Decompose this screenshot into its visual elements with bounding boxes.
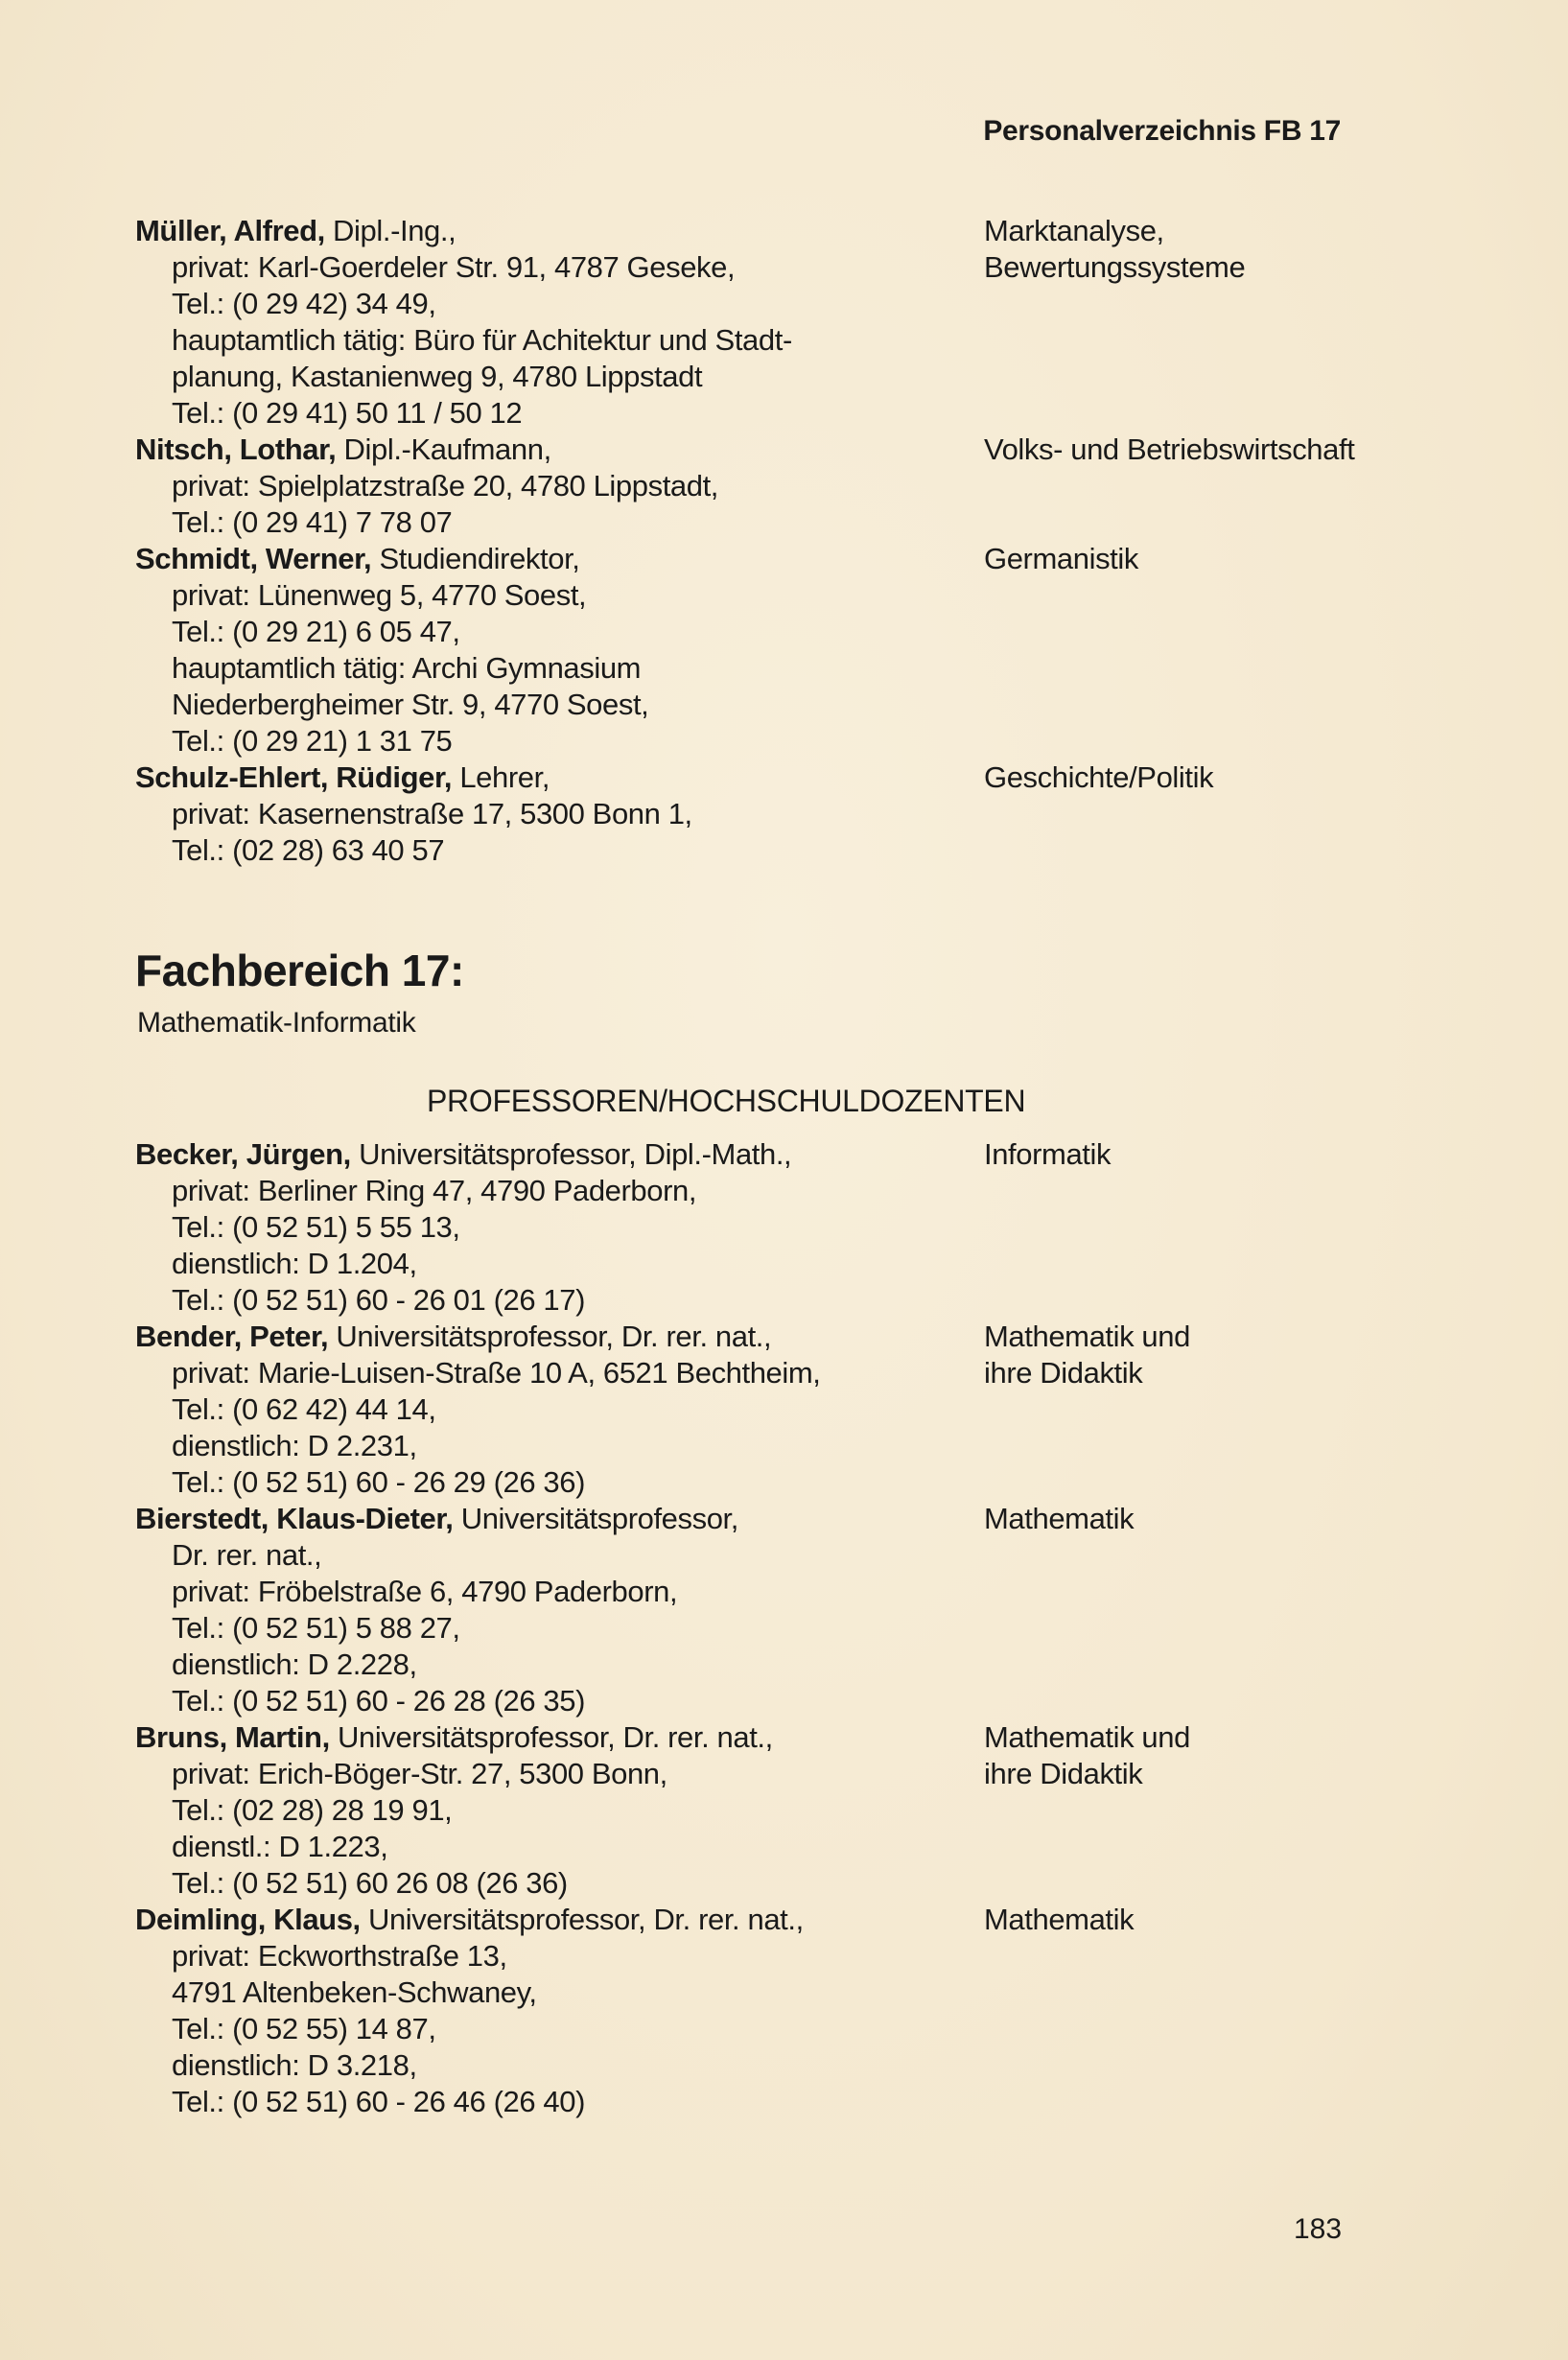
entry-heading-line [135,1902,1459,1938]
directory-entry [135,432,1459,541]
entry-detail-line: Tel.: (0 52 51) 60 - 26 01 (26 17) [172,1283,585,1317]
person-name: Bender, Peter, [135,1320,329,1353]
entry-detail-line: privat: Berliner Ring 47, 4790 Paderborn, [172,1174,697,1207]
person-title: Dipl.-Ing., [324,214,456,247]
person-title: Lehrer, [452,760,550,794]
subject-line: Volks- und Betriebswirtschaft [984,432,1355,466]
directory-entry [135,1136,1459,1319]
running-head: Personalverzeichnis FB 17 [983,115,1341,147]
top-entries-list [135,213,1459,869]
page-number: 183 [1294,2213,1343,2245]
entry-detail-line: 4791 Altenbeken-Schwaney, [172,1975,537,2009]
person-title: Studiendirektor, [371,542,580,575]
entry-detail-line: Tel.: (0 52 51) 60 - 26 46 (26 40) [172,2085,585,2118]
entry-detail-line: dienstlich: D 2.228, [172,1647,417,1681]
entry-detail-line: dienstlich: D 1.204, [172,1247,417,1280]
entry-detail-line: Tel.: (0 29 42) 34 49, [172,287,436,320]
directory-entry [135,541,1459,759]
entry-detail-line: privat: Marie-Luisen-Straße 10 A, 6521 Bechtheim, [172,1356,821,1390]
person-name: Bierstedt, Klaus-Dieter, [135,1502,454,1535]
entry-detail-line: Tel.: (0 52 51) 60 - 26 29 (26 36) [172,1465,585,1499]
subject-line: Germanistik [984,542,1138,575]
person-name: Becker, Jürgen, [135,1137,351,1171]
person-title: Universitätsprofessor, Dr. rer. nat., [360,1903,804,1936]
entry-heading-line [135,1719,1459,1756]
entry-detail-line: Niederbergheimer Str. 9, 4770 Soest, [172,688,649,721]
subject-line: Bewertungssysteme [984,250,1246,284]
subject-area [984,1501,1134,1537]
subject-area [984,759,1213,796]
entry-detail-line: privat: Eckworthstraße 13, [172,1939,507,1973]
entry-detail-line: Tel.: (0 62 42) 44 14, [172,1392,436,1426]
entry-heading-line [135,541,1459,577]
person-name: Schmidt, Werner, [135,542,372,575]
subject-area [984,1319,1190,1391]
subject-line: Informatik [984,1137,1112,1171]
entry-detail-line: Tel.: (0 52 51) 5 88 27, [172,1611,460,1645]
person-title: Universitätsprofessor, Dipl.-Math., [350,1137,792,1171]
subject-line: Mathematik [984,1502,1135,1535]
person-title: Universitätsprofessor, [453,1502,738,1535]
person-title: Universitätsprofessor, Dr. rer. nat., [328,1320,772,1353]
entry-heading-line [135,1501,1459,1537]
subject-area [984,1136,1111,1173]
entry-detail-line: Tel.: (0 29 21) 1 31 75 [172,724,453,758]
entry-detail-line: Tel.: (0 52 55) 14 87, [172,2012,436,2045]
entry-detail-line: privat: Kasernenstraße 17, 5300 Bonn 1, [172,797,692,830]
entry-detail-line: privat: Lünenweg 5, 4770 Soest, [172,578,587,612]
subject-area [984,1902,1134,1938]
fachbereich-title: Fachbereich 17: [135,946,464,995]
subject-line: Mathematik und [984,1320,1190,1353]
person-name: Müller, Alfred, [135,214,325,247]
subject-area [984,213,1245,286]
entry-heading-line [135,1136,1459,1173]
directory-entry [135,1902,1459,2120]
entry-detail-line: Tel.: (0 29 21) 6 05 47, [172,615,460,648]
directory-entry [135,759,1459,869]
entry-detail-line: Tel.: (0 52 51) 60 - 26 28 (26 35) [172,1684,585,1717]
fachbereich-subtitle: Mathematik-Informatik [137,1007,416,1039]
directory-entry [135,1319,1459,1501]
entry-detail-line: Tel.: (0 29 41) 50 11 / 50 12 [172,396,523,430]
entry-detail-line: planung, Kastanienweg 9, 4780 Lippstadt [172,360,703,393]
subject-line: ihre Didaktik [984,1356,1143,1390]
entry-detail-line: privat: Karl-Goerdeler Str. 91, 4787 Geseke, [172,250,736,284]
subject-line: ihre Didaktik [984,1757,1143,1790]
entry-detail-line: privat: Fröbelstraße 6, 4790 Paderborn, [172,1575,678,1608]
person-title: Dipl.-Kaufmann, [336,432,551,466]
person-name: Schulz-Ehlert, Rüdiger, [135,760,453,794]
entry-detail-line: dienstlich: D 3.218, [172,2048,417,2082]
entry-heading-line [135,759,1459,796]
entry-detail-line: Dr. rer. nat., [172,1538,322,1572]
person-name: Deimling, Klaus, [135,1903,361,1936]
entry-heading-line [135,1319,1459,1355]
entry-detail-line: Tel.: (02 28) 63 40 57 [172,833,445,867]
entry-heading-line [135,213,1459,249]
subject-line: Marktanalyse, [984,214,1164,247]
directory-entry [135,213,1459,432]
entry-detail-line: Tel.: (0 52 51) 60 26 08 (26 36) [172,1866,568,1900]
entry-detail-line: hauptamtlich tätig: Büro für Achitektur und Stadt- [172,323,792,357]
person-name: Nitsch, Lothar, [135,432,337,466]
entry-detail-line: hauptamtlich tätig: Archi Gymnasium [172,651,642,685]
entry-detail-line: Tel.: (0 29 41) 7 78 07 [172,505,453,539]
professors-list [135,1136,1459,2120]
section-heading: PROFESSOREN/HOCHSCHULDOZENTEN [427,1084,1026,1118]
subject-line: Mathematik [984,1903,1135,1936]
entry-detail-line: Tel.: (02 28) 28 19 91, [172,1793,453,1827]
entry-detail-line: privat: Spielplatzstraße 20, 4780 Lippstadt, [172,469,719,502]
entry-detail-line: privat: Erich-Böger-Str. 27, 5300 Bonn, [172,1757,667,1790]
subject-line: Mathematik und [984,1720,1190,1754]
entry-detail-line: dienstl.: D 1.223, [172,1830,388,1863]
directory-entry [135,1719,1459,1902]
subject-line: Geschichte/Politik [984,760,1214,794]
entry-detail-line: Tel.: (0 52 51) 5 55 13, [172,1210,460,1244]
person-name: Bruns, Martin, [135,1720,330,1754]
subject-area [984,1719,1190,1792]
person-title: Universitätsprofessor, Dr. rer. nat., [329,1720,773,1754]
subject-area [984,541,1138,577]
entry-detail-line: dienstlich: D 2.231, [172,1429,417,1462]
subject-area [984,432,1354,468]
directory-entry [135,1501,1459,1719]
